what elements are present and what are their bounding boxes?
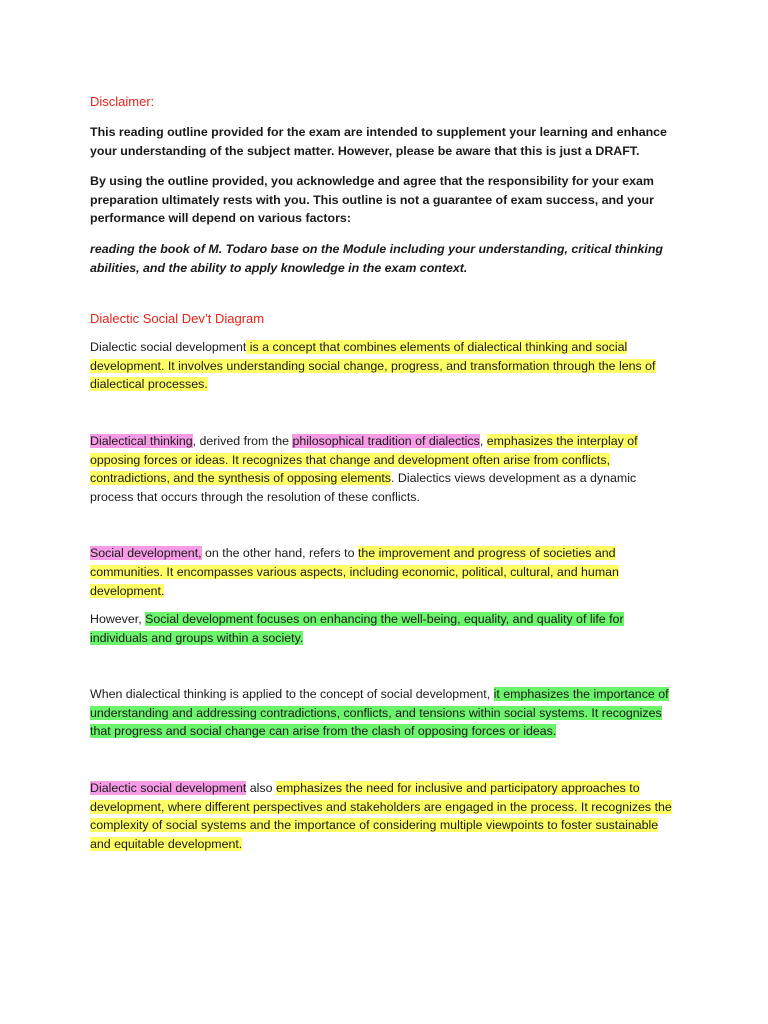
paragraph-social-development	[90, 544, 682, 600]
text-span: However,	[90, 612, 146, 627]
text-span: When dialectical thinking is applied to the concept of social development,	[90, 687, 494, 702]
document-content	[90, 92, 682, 853]
highlight-yellow: emphasizes the interplay of opposing forces or ideas. It recognizes that change and development often arise from conflicts, contradictions, and the synthesis of opposing elements	[90, 433, 638, 486]
text-span: also	[246, 781, 276, 796]
highlight-pink: Social development,	[90, 546, 202, 561]
highlight-yellow: the improvement and progress of societies and communities. It encompasses various aspects, including economic, political, cultural, and human development.	[90, 546, 619, 598]
highlight-pink: philosophical tradition of dialectics	[292, 433, 480, 448]
disclaimer-paragraph-1: This reading outline provided for the exam are intended to supplement your learning and enhance your understanding of the subject matter. However, please be aware that this is just a DRAFT.	[90, 125, 667, 158]
paragraph-dialectical-applied	[90, 685, 682, 741]
text-span: on the other hand, refers to	[201, 546, 358, 561]
disclaimer-heading: Disclaimer:	[90, 94, 155, 109]
text-span: ,	[479, 433, 487, 448]
highlight-green: it emphasizes the importance of understanding and addressing contradictions, conflicts, and tensions within social systems. It recognizes that progress and social change can arise from the clash of opposing forces or ideas.	[90, 687, 669, 739]
highlight-pink: Dialectical thinking	[90, 433, 193, 448]
paragraph-dialectical-thinking	[90, 432, 682, 506]
text-span: , derived from the	[192, 433, 293, 448]
highlight-green: Social development focuses on enhancing the well-being, equality, and quality of life for individuals and groups within a society.	[90, 612, 624, 645]
text-span: . Dialectics views development as a dynamic process that occurs through the resolution of these conflicts.	[90, 471, 637, 504]
paragraph-dialectic-social-development	[90, 338, 682, 394]
disclaimer-paragraph-2: By using the outline provided, you acknowledge and agree that the responsibility for your exam preparation ultimately rests with you. This outline is not a guarantee of exam success, and your performance will depend on various factors:	[90, 174, 654, 226]
highlight-yellow: is a concept that combines elements of dialectical thinking and social development. It involves understanding social change, progress, and transformation through the lens of dialectical processes.	[90, 340, 656, 392]
disclaimer-paragraph-3: reading the book of M. Todaro base on the Module including your understanding, critical thinking abilities, and the ability to apply knowledge in the exam context.	[90, 241, 663, 275]
text-span: Dialectic social development	[90, 340, 247, 355]
paragraph-however	[90, 610, 682, 647]
diagram-heading: Dialectic Social Dev’t Diagram	[90, 311, 265, 327]
paragraph-inclusive-development	[90, 779, 682, 853]
highlight-yellow: emphasizes the need for inclusive and participatory approaches to development, where different perspectives and stakeholders are engaged in the process. It recognizes the complexity of social systems and the importance of considering multiple viewpoints to foster sustainable and equitable development.	[90, 781, 672, 851]
highlight-pink: Dialectic social development	[90, 781, 247, 796]
